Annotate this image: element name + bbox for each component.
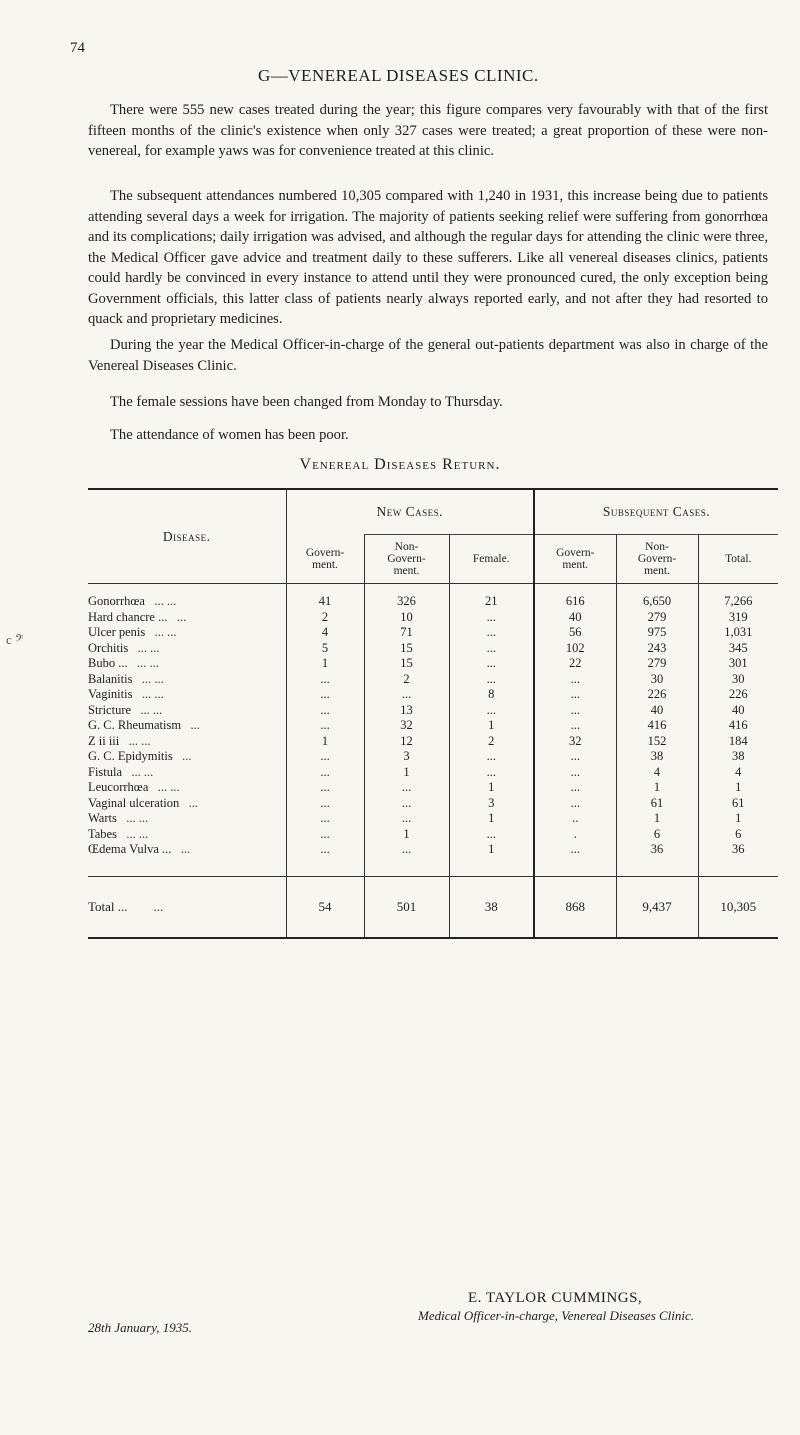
cell-new-non-government: 32 — [364, 718, 449, 734]
cell-sub-total: 345 — [698, 641, 778, 657]
disease-column-header: Disease. — [162, 528, 211, 544]
table-row — [88, 796, 778, 812]
cell-new-female: ... — [449, 641, 534, 657]
cell-new-non-government: ... — [364, 780, 449, 796]
header-text: Total. — [725, 553, 752, 565]
cell-sub-government: 616 — [534, 584, 616, 610]
header-text: Govern- ment. — [556, 547, 595, 571]
cell-new-government: 2 — [286, 610, 364, 626]
cell-new-government: ... — [286, 687, 364, 703]
cell-new-non-government: 3 — [364, 749, 449, 765]
disease-name: Stricture — [88, 702, 132, 717]
total-sub-non-government: 9,437 — [616, 876, 698, 938]
table-row — [88, 842, 778, 876]
table-row — [88, 610, 778, 626]
table-row — [88, 827, 778, 843]
cell-sub-non-government: 975 — [616, 625, 698, 641]
cell-new-government: 41 — [286, 584, 364, 610]
disease-name: Œdema Vulva ... — [88, 842, 172, 856]
new-government-header — [286, 535, 364, 584]
table-row — [88, 687, 778, 703]
cell-new-government: ... — [286, 780, 364, 796]
cell-sub-total: 226 — [698, 687, 778, 703]
cell-new-government: ... — [286, 749, 364, 765]
cell-sub-total: 301 — [698, 656, 778, 672]
disease-cell — [88, 672, 286, 688]
leader-dots: ... ... — [131, 764, 154, 779]
cell-sub-non-government: 30 — [616, 672, 698, 688]
disease-cell — [88, 656, 286, 672]
cell-sub-total: 1 — [698, 811, 778, 827]
table-row — [88, 672, 778, 688]
cell-sub-non-government: 152 — [616, 734, 698, 750]
cell-sub-total: 319 — [698, 610, 778, 626]
total-sub-total: 10,305 — [698, 876, 778, 938]
cell-new-non-government: ... — [364, 811, 449, 827]
cell-sub-total: 1,031 — [698, 625, 778, 641]
section-heading: G—VENEREAL DISEASES CLINIC. — [258, 66, 539, 85]
venereal-diseases-return-table — [88, 488, 778, 939]
disease-name: Leucorrhœa — [88, 780, 149, 794]
paragraph-attendances: The subsequent attendances numbered 10,305 compared with 1,240 in 1931, this increase being due to patients attending several days a week for irrigation. The majority of patients seeking relief were suffering from gonorrhœa and its complications; daily irrigation was advised, and although the regular days for attending the clinic were three, the Medical Officer gave advice and treatment daily to these sufferers. Like all venereal diseases clinics, patients could hardly be convinced in every instance to attend until they were pronounced cured, the only exception being Government officials, this latter class of patients nearly always reported early, and not after they had resorted to quack and proprietary medicines. — [88, 188, 768, 327]
disease-name: Tabes — [88, 826, 117, 841]
table-row — [88, 625, 778, 641]
cell-sub-government: 32 — [534, 734, 616, 750]
cell-sub-government: ... — [534, 796, 616, 812]
cell-sub-government: ... — [534, 718, 616, 734]
cell-sub-non-government: 1 — [616, 780, 698, 796]
cell-new-non-government: 15 — [364, 641, 449, 657]
cell-sub-non-government: 279 — [616, 610, 698, 626]
cell-sub-non-government: 6 — [616, 827, 698, 843]
cell-sub-non-government: 61 — [616, 796, 698, 812]
total-sub-government: 868 — [534, 876, 616, 938]
table-row — [88, 584, 778, 610]
leader-dots: ... ... — [157, 780, 180, 794]
disease-cell — [88, 703, 286, 719]
total-new-government: 54 — [286, 876, 364, 938]
disease-name: Warts — [88, 811, 117, 825]
cell-sub-government: ... — [534, 672, 616, 688]
leader-dots: ... ... — [141, 687, 164, 701]
disease-cell — [88, 811, 286, 827]
leader-dots: ... — [190, 718, 200, 732]
cell-new-government: 5 — [286, 641, 364, 657]
disease-cell — [88, 765, 286, 781]
table-row — [88, 718, 778, 734]
leader-dots: ... — [188, 795, 199, 810]
cell-new-female: 3 — [449, 796, 534, 812]
disease-name: Ulcer penis — [88, 625, 146, 639]
cell-new-female: ... — [449, 610, 534, 626]
cell-sub-non-government: 36 — [616, 842, 698, 876]
cell-sub-total: 416 — [698, 718, 778, 734]
disease-name: Orchitis — [88, 640, 129, 655]
header-text: Govern- ment. — [305, 546, 345, 571]
cell-new-government: ... — [286, 703, 364, 719]
disease-cell — [88, 780, 286, 796]
leader-dots: ... ... — [128, 733, 151, 748]
sub-government-header — [534, 535, 616, 584]
signatory-title: Medical Officer-in-charge, Venereal Diseases Clinic. — [418, 1308, 695, 1323]
cell-new-government: ... — [286, 765, 364, 781]
table-body — [88, 584, 778, 877]
subsequent-cases-header: Subsequent Cases. — [534, 489, 778, 535]
cell-sub-total: 36 — [698, 842, 778, 876]
table-row — [88, 703, 778, 719]
leader-dots: ... — [176, 609, 187, 624]
cell-new-government: ... — [286, 718, 364, 734]
sub-total-header — [698, 535, 778, 584]
cell-sub-government: 102 — [534, 641, 616, 657]
report-date: 28th January, 1935. — [88, 1320, 192, 1335]
cell-new-female: 21 — [449, 584, 534, 610]
signatory-name: E. TAYLOR CUMMINGS, — [468, 1290, 643, 1306]
total-new-non-government: 501 — [364, 876, 449, 938]
disease-cell — [88, 842, 286, 876]
leader-dots: ... ... — [154, 594, 177, 608]
disease-name: G. C. Epidymitis — [88, 749, 173, 763]
cell-new-government: 4 — [286, 625, 364, 641]
cell-new-government: 1 — [286, 656, 364, 672]
total-leader-dots: ... — [153, 898, 164, 914]
table-title: Venereal Diseases Return. — [299, 456, 501, 473]
cell-sub-non-government: 416 — [616, 718, 698, 734]
disease-cell — [88, 749, 286, 765]
leader-dots: ... — [182, 749, 192, 763]
table-row — [88, 641, 778, 657]
cell-new-non-government: ... — [364, 842, 449, 876]
cell-new-non-government: ... — [364, 687, 449, 703]
paragraph-female-sessions: The female sessions have been changed from Monday to Thursday. — [110, 394, 503, 410]
cell-sub-government: ... — [534, 749, 616, 765]
disease-cell — [88, 584, 286, 610]
leader-dots: ... ... — [136, 656, 159, 670]
cell-sub-government: ... — [534, 703, 616, 719]
cell-sub-total: 40 — [698, 703, 778, 719]
disease-cell — [88, 641, 286, 657]
cell-new-female: ... — [449, 625, 534, 641]
disease-cell — [88, 827, 286, 843]
table-total-row — [88, 876, 778, 938]
cell-new-government: ... — [286, 811, 364, 827]
new-female-header — [449, 535, 534, 584]
new-cases-header: New Cases. — [286, 489, 534, 535]
cell-new-female: ... — [449, 827, 534, 843]
cell-sub-total: 30 — [698, 672, 778, 688]
cell-new-government: ... — [286, 672, 364, 688]
cell-new-non-government: 13 — [364, 703, 449, 719]
cell-new-non-government: 1 — [364, 827, 449, 843]
cell-sub-government: . — [534, 827, 616, 843]
cell-new-female: ... — [449, 656, 534, 672]
cell-sub-non-government: 40 — [616, 703, 698, 719]
table-row — [88, 811, 778, 827]
header-text: Female. — [472, 553, 510, 565]
cell-sub-government: ... — [534, 765, 616, 781]
cell-sub-total: 61 — [698, 796, 778, 812]
cell-sub-non-government: 226 — [616, 687, 698, 703]
cell-new-government: ... — [286, 827, 364, 843]
disease-name: Vaginitis — [88, 687, 133, 701]
cell-new-female: 8 — [449, 687, 534, 703]
cell-sub-non-government: 1 — [616, 811, 698, 827]
cell-new-non-government: ... — [364, 796, 449, 812]
cell-new-non-government: 2 — [364, 672, 449, 688]
cell-new-non-government: 326 — [364, 584, 449, 610]
disease-name: Balanitis — [88, 671, 133, 686]
cell-sub-government: ... — [534, 780, 616, 796]
leader-dots: ... ... — [154, 625, 177, 639]
disease-cell — [88, 796, 286, 812]
cell-sub-total: 1 — [698, 780, 778, 796]
cell-new-female: ... — [449, 765, 534, 781]
disease-cell — [88, 687, 286, 703]
total-label-cell — [88, 876, 286, 938]
cell-new-female: 1 — [449, 842, 534, 876]
disease-name: Fistula — [88, 764, 123, 779]
cell-sub-total: 184 — [698, 734, 778, 750]
disease-cell — [88, 718, 286, 734]
cell-new-female: 2 — [449, 734, 534, 750]
new-non-government-header — [364, 535, 449, 584]
leader-dots: ... ... — [141, 671, 164, 686]
disease-cell — [88, 610, 286, 626]
paragraph-medical-officer: During the year the Medical Officer-in-charge of the general out-patients department was also in charge of the Venereal Diseases Clinic. — [88, 337, 768, 374]
cell-new-non-government: 10 — [364, 610, 449, 626]
total-label: Total ... — [88, 898, 128, 914]
disease-cell — [88, 734, 286, 750]
cell-new-female: 1 — [449, 718, 534, 734]
cell-new-female: ... — [449, 749, 534, 765]
paragraph-women-attendance: The attendance of women has been poor. — [110, 427, 349, 443]
cell-new-female: ... — [449, 672, 534, 688]
table-row — [88, 765, 778, 781]
page-number: 74 — [70, 40, 85, 56]
table-row — [88, 780, 778, 796]
cell-sub-government: .. — [534, 811, 616, 827]
cell-new-government: ... — [286, 796, 364, 812]
table-row — [88, 656, 778, 672]
leader-dots: ... — [180, 842, 191, 856]
cell-sub-non-government: 279 — [616, 656, 698, 672]
cell-new-female: 1 — [449, 780, 534, 796]
cell-sub-non-government: 243 — [616, 641, 698, 657]
margin-annotation: c 𝄢 — [6, 632, 24, 647]
cell-new-female: ... — [449, 703, 534, 719]
cell-new-non-government: 15 — [364, 656, 449, 672]
leader-dots: ... ... — [126, 811, 149, 825]
cell-sub-total: 6 — [698, 827, 778, 843]
cell-sub-non-government: 6,650 — [616, 584, 698, 610]
cell-sub-government: 22 — [534, 656, 616, 672]
cell-sub-government: 56 — [534, 625, 616, 641]
cell-new-non-government: 71 — [364, 625, 449, 641]
leader-dots: ... ... — [137, 640, 160, 655]
disease-name: G. C. Rheumatism — [88, 718, 182, 732]
disease-name: Z ii iii — [88, 733, 120, 748]
cell-new-female: 1 — [449, 811, 534, 827]
leader-dots: ... ... — [126, 826, 149, 841]
cell-new-government: 1 — [286, 734, 364, 750]
sub-non-government-header — [616, 535, 698, 584]
disease-cell — [88, 625, 286, 641]
paragraph-new-cases: There were 555 new cases treated during the year; this figure compares very favourably with that of the first fifteen months of the clinic's existence when only 327 cases were treated; a great proportion of these were non-venereal, for example yaws was for convenience treated at this clinic. — [88, 102, 768, 159]
header-text: Non- Govern- ment. — [387, 541, 426, 577]
cell-sub-total: 38 — [698, 749, 778, 765]
table-row — [88, 749, 778, 765]
disease-name: Vaginal ulceration — [88, 795, 180, 810]
cell-sub-government: ... — [534, 842, 616, 876]
header-text: Non- Govern- ment. — [637, 541, 677, 577]
cell-new-government: ... — [286, 842, 364, 876]
cell-sub-total: 7,266 — [698, 584, 778, 610]
cell-new-non-government: 12 — [364, 734, 449, 750]
disease-name: Gonorrhœa — [88, 594, 145, 608]
table-row — [88, 734, 778, 750]
cell-new-non-government: 1 — [364, 765, 449, 781]
cell-sub-non-government: 4 — [616, 765, 698, 781]
disease-name: Hard chancre ... — [88, 609, 168, 624]
total-new-female: 38 — [449, 876, 534, 938]
cell-sub-government: 40 — [534, 610, 616, 626]
disease-name: Bubo ... — [88, 656, 128, 670]
cell-sub-total: 4 — [698, 765, 778, 781]
cell-sub-non-government: 38 — [616, 749, 698, 765]
leader-dots: ... ... — [140, 702, 163, 717]
cell-sub-government: ... — [534, 687, 616, 703]
